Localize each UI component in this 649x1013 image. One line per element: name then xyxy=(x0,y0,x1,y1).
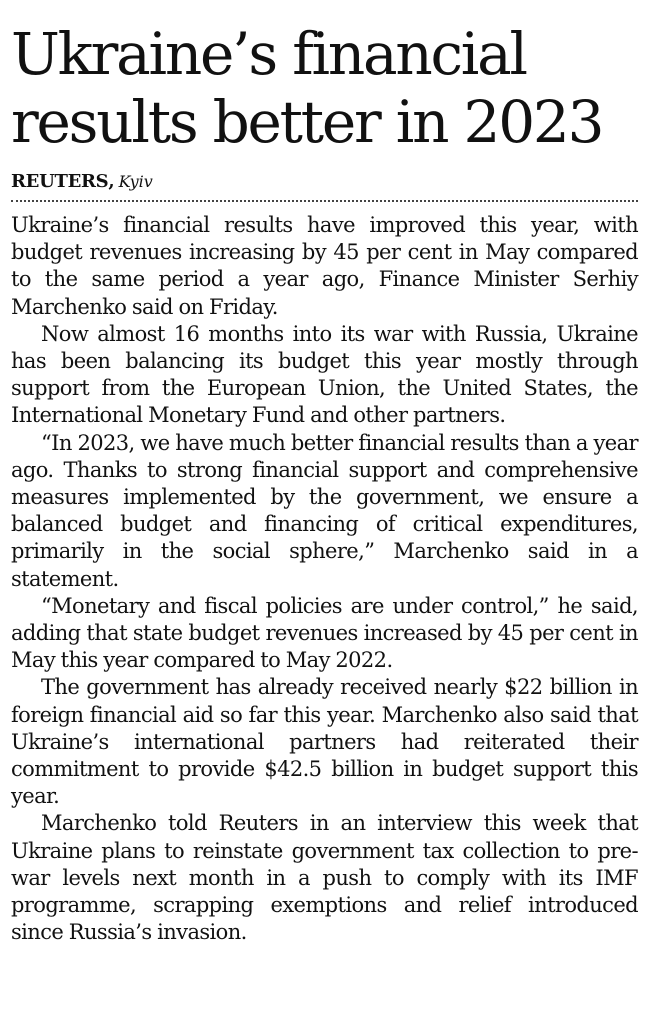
paragraph-6: Marchenko told Reuters in an interview this week that Ukraine plans to reinstate government tax collection to pre-war levels next month in a push to comply with its IMF programme, scrapping exemptions and relief introduced since Russia’s invasion. xyxy=(11,811,638,945)
news-article xyxy=(11,0,638,946)
byline xyxy=(11,170,638,194)
headline: Ukraine’s financial results better in 2023 xyxy=(11,20,603,156)
article-body xyxy=(11,212,638,946)
byline-separator: , xyxy=(108,171,115,192)
dotted-divider xyxy=(11,200,638,202)
paragraph-4: “Monetary and fiscal policies are under control,” he said, adding that state budget revenues increased by 45 per cent in May this year compared to May 2022. xyxy=(11,593,638,673)
paragraph-5: The government has already received nearly $22 billion in foreign financial aid so far this year. Marchenko also said that Ukraine’s international partners had reiterated their commitment to provide $42.5 billion in budget support this year. xyxy=(11,675,638,809)
paragraph-1: Ukraine’s financial results have improved this year, with budget revenues increasing by 45 per cent in May compared to the same period a year ago, Finance Minister Serhiy Marchenko said on Friday. xyxy=(11,213,638,319)
paragraph-3: “In 2023, we have much better financial results than a year ago. Thanks to strong financial support and comprehensive measures implemented by the government, we ensure a balanced budget and financing of critical expenditures, primarily in the social sphere,” Marchenko said in a statement. xyxy=(11,430,638,591)
byline-agency: REUTERS xyxy=(11,171,109,192)
byline-place: Kyiv xyxy=(118,172,153,191)
paragraph-2: Now almost 16 months into its war with Russia, Ukraine has been balancing its budget this year mostly through support from the European Union, the United States, the International Monetary Fund and other partners. xyxy=(11,321,638,428)
